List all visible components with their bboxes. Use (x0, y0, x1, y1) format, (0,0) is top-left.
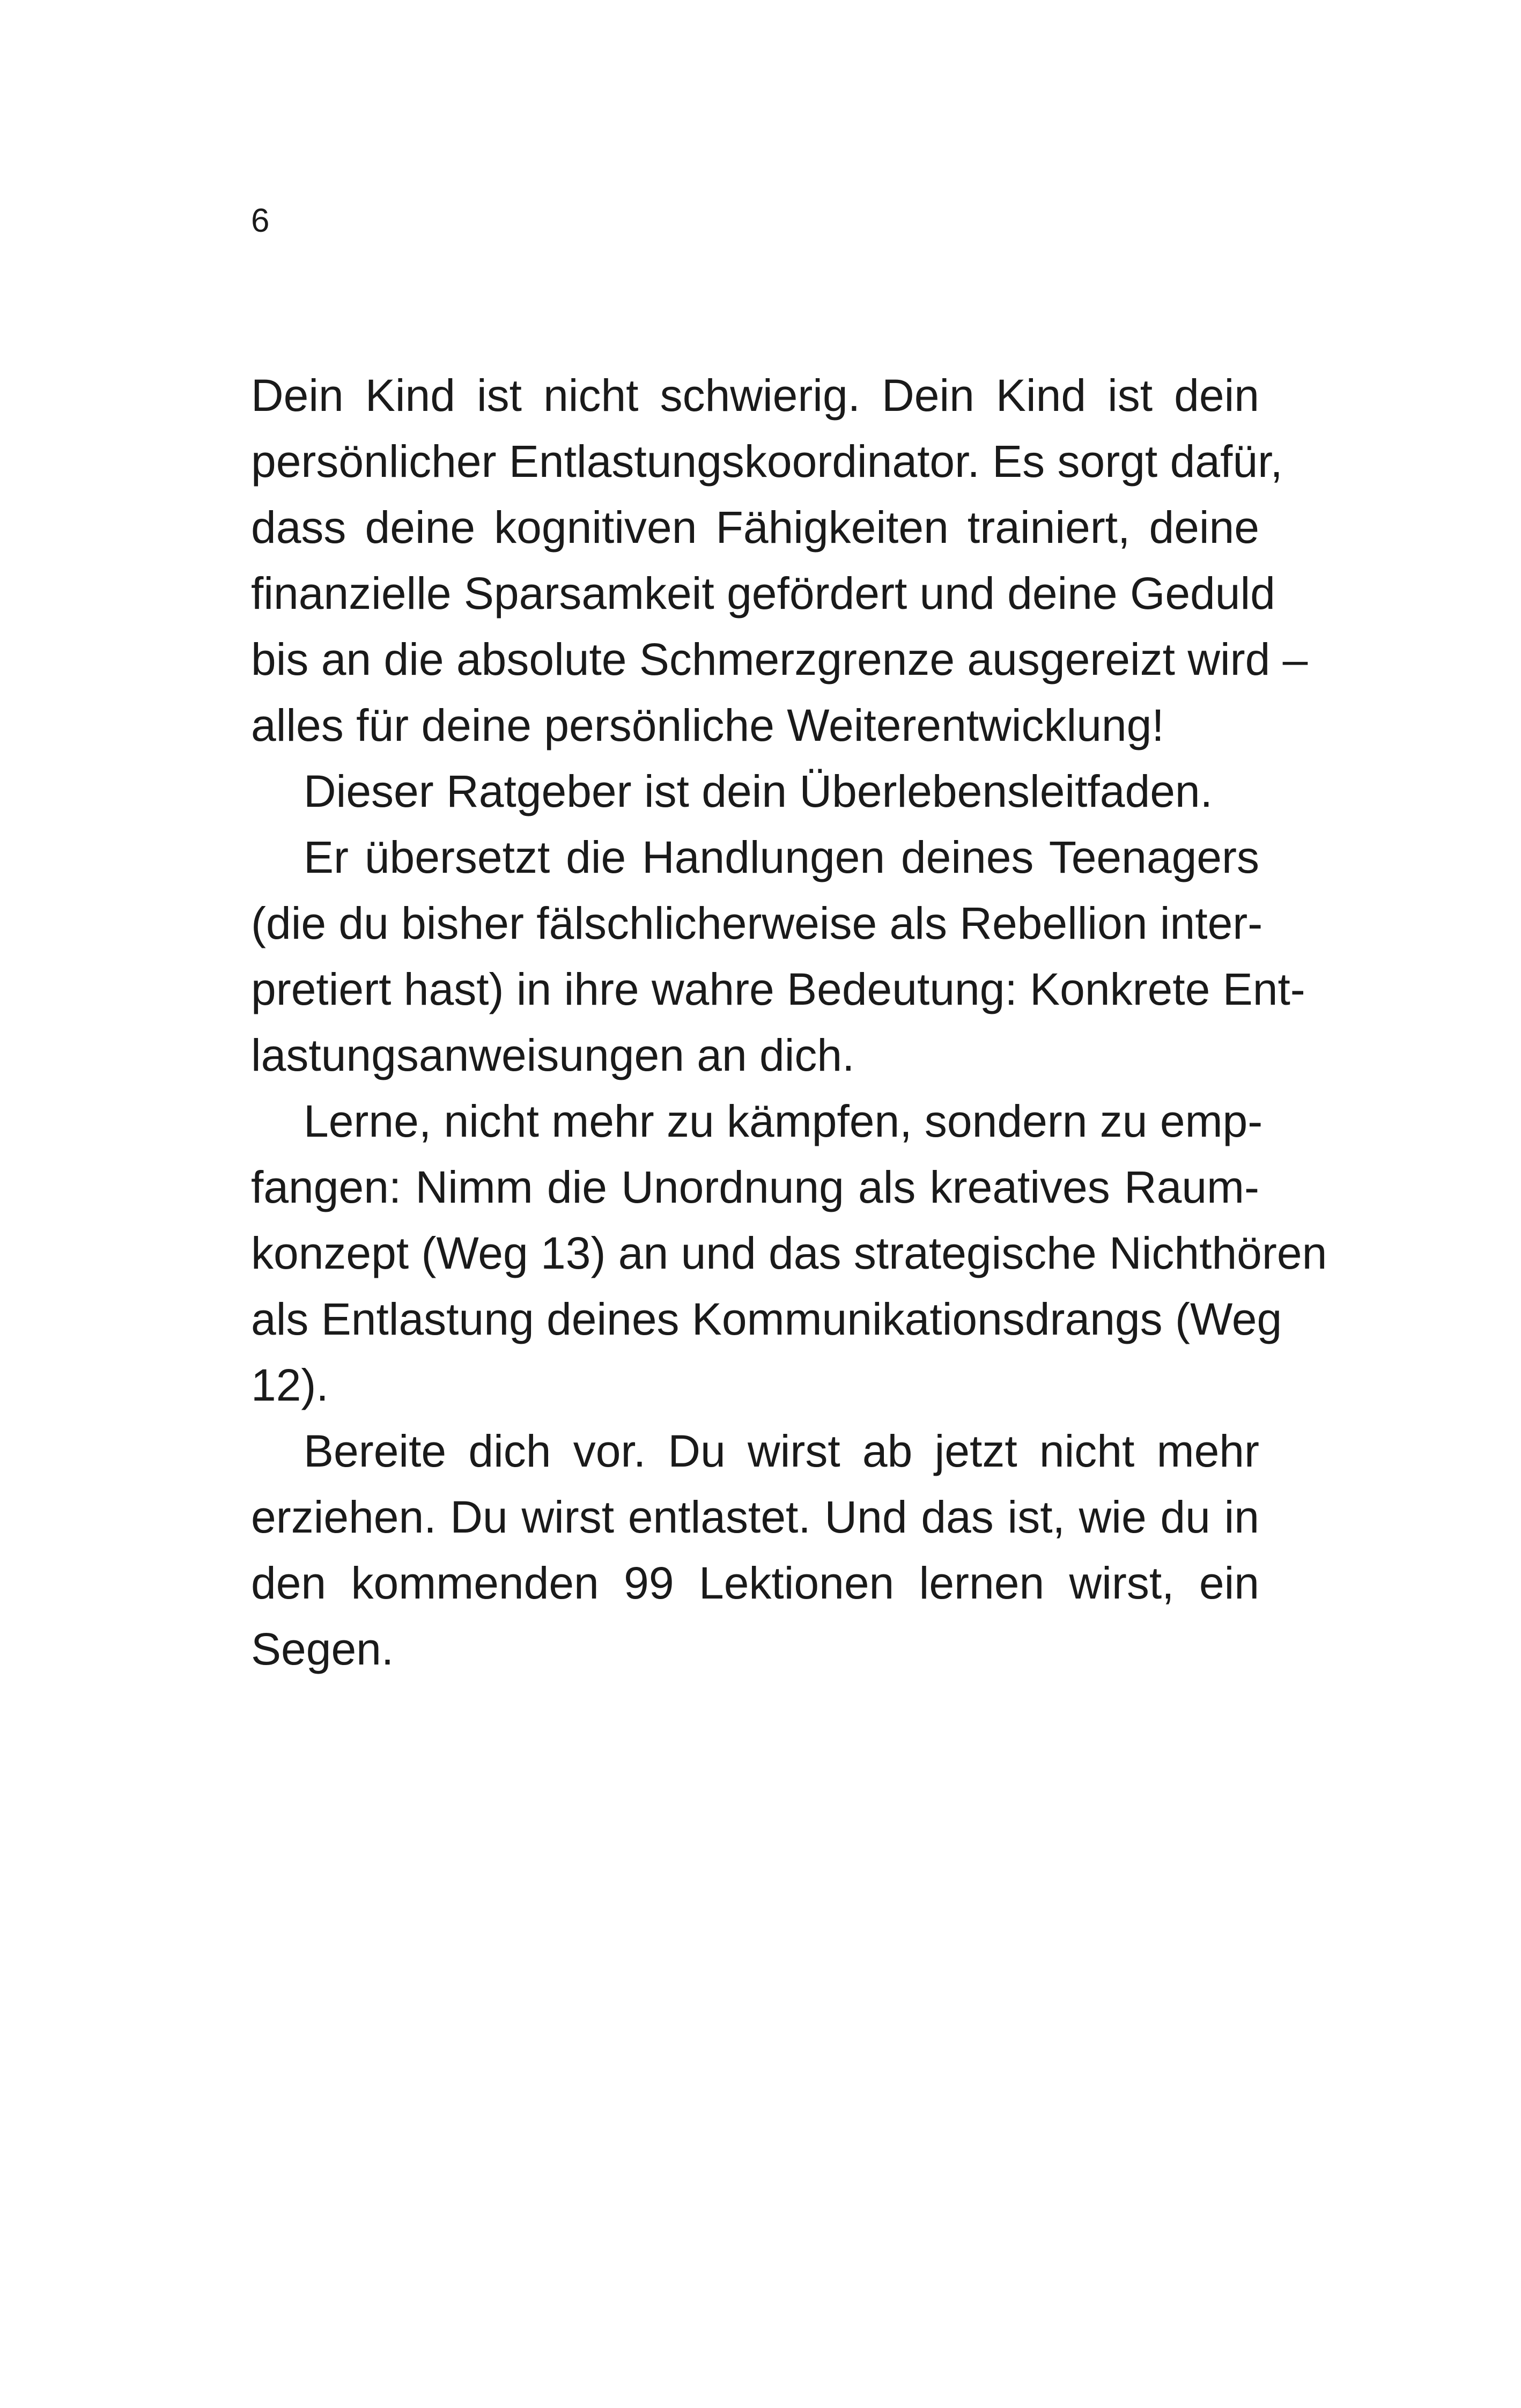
text-line: persönlicher Entlastungskoordinator. Es sorgt dafür, (251, 436, 1283, 487)
text-line: bis an die absolute Schmerzgrenze ausgereizt wird – (251, 634, 1308, 684)
paragraph-3 (251, 824, 1305, 1088)
text-line: erziehen. Du wirst entlastet. Und das ist, wie du in (251, 1492, 1259, 1542)
text-line: pretiert hast) in ihre wahre Bedeutung: Konkrete Ent- (251, 964, 1305, 1014)
text-line: Segen. (251, 1624, 394, 1674)
text-line: Er übersetzt die Handlungen deines Teenagers (304, 832, 1259, 882)
text-line: Lerne, nicht mehr zu kämpfen, sondern zu emp- (304, 1096, 1263, 1146)
text-line: alles für deine persönliche Weiterentwicklung! (251, 700, 1164, 750)
text-line: 12). (251, 1360, 329, 1410)
paragraph-1 (251, 363, 1308, 759)
paragraph-5 (251, 1418, 1259, 1682)
text-line: den kommenden 99 Lektionen lernen wirst, ein (251, 1558, 1259, 1608)
text-line: konzept (Weg 13) an und das strategische Nichthören (251, 1228, 1327, 1278)
text-line: Dieser Ratgeber ist dein Überlebensleitfaden. (304, 766, 1213, 816)
text-line: lastungsanweisungen an dich. (251, 1030, 855, 1080)
page-number: 6 (251, 202, 270, 239)
text-line: als Entlastung deines Kommunikationsdrangs (Weg (251, 1294, 1282, 1344)
text-line: (die du bisher fälschlicherweise als Rebellion inter- (251, 898, 1263, 948)
paragraph-4 (251, 1088, 1327, 1418)
text-line: dass deine kognitiven Fähigkeiten trainiert, deine (251, 502, 1259, 553)
text-line: finanzielle Sparsamkeit gefördert und deine Geduld (251, 568, 1275, 618)
body-text (251, 363, 1327, 1682)
paragraph-2 (251, 759, 1259, 824)
text-line: Dein Kind ist nicht schwierig. Dein Kind ist dein (251, 370, 1259, 421)
text-line: fangen: Nimm die Unordnung als kreatives Raum- (251, 1162, 1259, 1212)
text-line: Bereite dich vor. Du wirst ab jetzt nicht mehr (304, 1426, 1259, 1476)
